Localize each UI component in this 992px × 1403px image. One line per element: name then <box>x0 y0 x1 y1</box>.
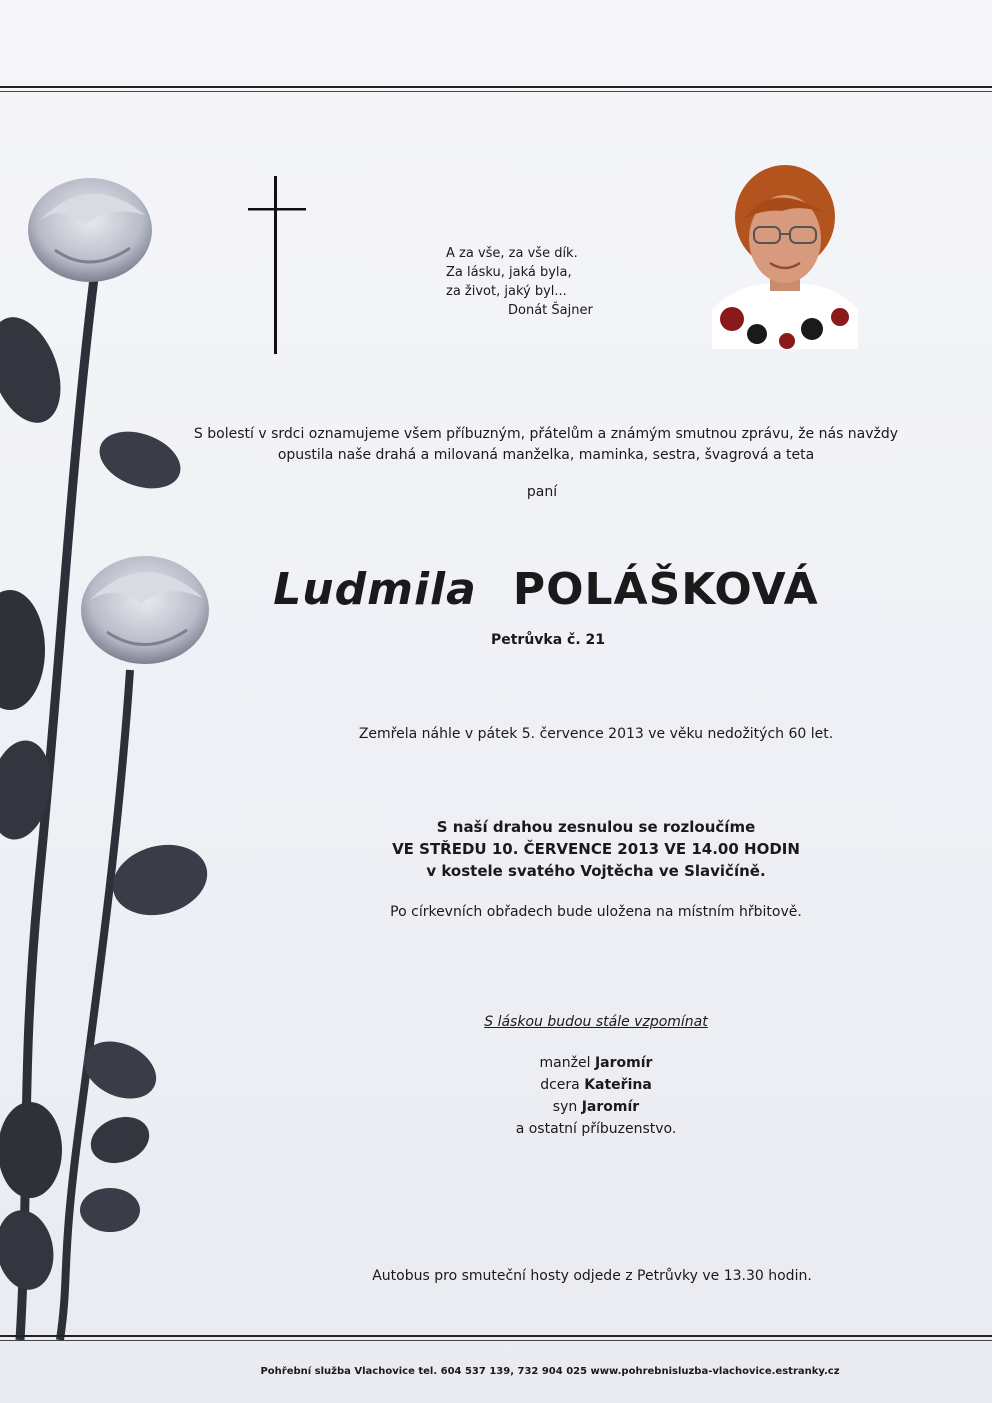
family-member <box>100 1074 992 1096</box>
rose-branch-illustration <box>0 170 240 1340</box>
quote-author: Donát Šajner <box>508 303 593 318</box>
quote-line: za život, jaký byl... <box>446 284 567 299</box>
farewell-line: v kostele svatého Vojtěcha ve Slavičíně. <box>426 862 766 880</box>
funeral-service-footer: Pohřební služba Vlachovice tel. 604 537 139, 732 904 025 www.pohrebnisluzba-vlachovice.estranky.cz <box>260 1366 840 1377</box>
last-name: POLÁŠKOVÁ <box>512 564 819 615</box>
deceased-address: Petrůvka č. 21 <box>490 632 606 648</box>
quote-line: Za lásku, jaká byla, <box>446 265 572 280</box>
member-name: Jaromír <box>594 1055 653 1071</box>
announcement-line: S bolestí v srdci oznamujeme všem příbuzným, přátelům a známým smutnou zprávu, že nás navždy <box>193 426 899 442</box>
quote-line: A za vše, za vše dík. <box>446 246 578 261</box>
family-list <box>100 1052 992 1140</box>
title-word: paní <box>526 484 558 500</box>
bus-note: Autobus pro smuteční hosty odjede z Petrůvky ve 13.30 hodin. <box>372 1268 812 1284</box>
member-name: Jaromír <box>581 1099 640 1115</box>
relation: syn <box>552 1099 578 1115</box>
relation: manžel <box>539 1055 591 1071</box>
deceased-name <box>50 564 992 615</box>
portrait-photo <box>712 159 858 349</box>
remembrance-heading: S láskou budou stále vzpomínat <box>484 1014 708 1030</box>
farewell-line: S naší drahou zesnulou se rozloučíme <box>436 818 756 836</box>
member-name: Kateřina <box>584 1077 652 1093</box>
announcement-line: opustila naše drahá a milovaná manželka, maminka, sestra, švagrová a teta <box>277 447 815 463</box>
announcement <box>100 424 992 466</box>
top-rule <box>0 86 992 92</box>
farewell-info <box>100 816 992 882</box>
memorial-quote <box>446 244 593 320</box>
bottom-rule <box>0 1335 992 1341</box>
family-member <box>100 1052 992 1074</box>
burial-note: Po církevních obřadech bude uložena na místním hřbitově. <box>390 904 802 920</box>
relation: dcera <box>540 1077 580 1093</box>
cross-icon <box>248 176 308 356</box>
family-member <box>100 1096 992 1118</box>
farewell-line: VE STŘEDU 10. ČERVENCE 2013 VE 14.00 HODIN <box>392 840 800 858</box>
first-name: Ludmila <box>273 564 477 615</box>
death-note: Zemřela náhle v pátek 5. července 2013 ve věku nedožitých 60 let. <box>358 726 834 742</box>
family-other: a ostatní příbuzenstvo. <box>515 1121 677 1137</box>
